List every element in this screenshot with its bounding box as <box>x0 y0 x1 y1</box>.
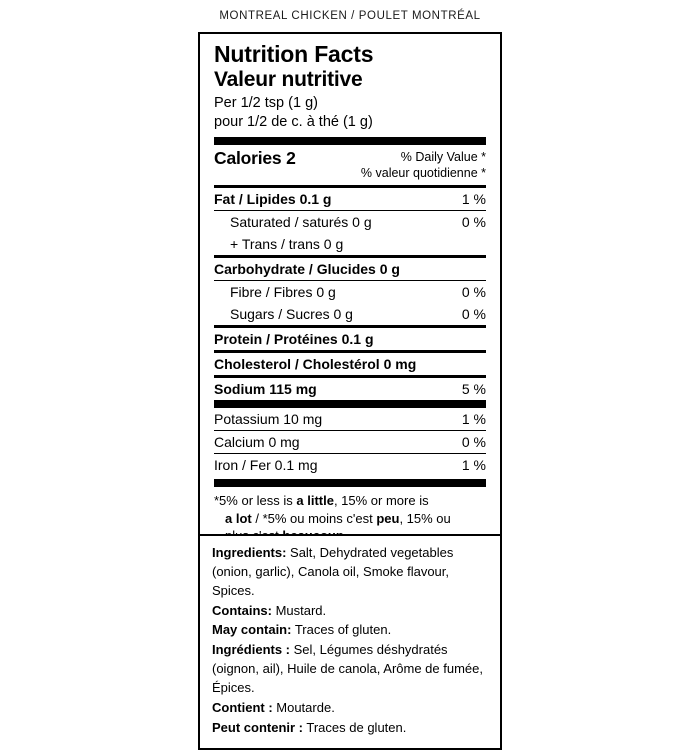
ingredients-en <box>212 544 488 601</box>
row-value: 0 % <box>461 284 486 301</box>
contains-text: Mustard. <box>271 602 327 618</box>
row-label: Sugars / Sucres 0 g <box>230 306 353 323</box>
contains-en <box>212 602 488 621</box>
may-contain-label: May contain: <box>212 622 292 638</box>
ingredients-fr <box>212 641 488 698</box>
footnote-line-2: a lot / *5% ou moins c'est peu, 15% ou <box>225 510 451 526</box>
footnote-line-1: *5% or less is a little, 15% or more is <box>214 493 429 509</box>
serving-size-en: Per 1/2 tsp (1 g) <box>214 94 318 111</box>
product-title: MONTREAL CHICKEN / POULET MONTRÉAL <box>219 10 481 22</box>
table-row-potassium <box>214 408 486 430</box>
ingredients-panel <box>198 534 502 750</box>
row-label: Cholesterol / Cholestérol 0 mg <box>214 356 417 373</box>
calories-label: Calories 2 <box>214 148 296 169</box>
row-label: Saturated / saturés 0 g <box>230 214 372 231</box>
table-row-fat <box>214 188 486 210</box>
nutrition-heading-en: Nutrition Facts <box>214 41 374 67</box>
row-value: 0 % <box>461 214 486 231</box>
ingredients-fr-text: Sel, Légumes déshydratés (oignon, ail), Huile de canola, Arôme de fumée, Épices. <box>212 642 483 695</box>
contains-label: Contains: <box>212 602 272 618</box>
table-row-carbohydrate <box>214 258 486 280</box>
table-row-iron <box>214 454 486 476</box>
table-row-calcium <box>214 431 486 453</box>
divider-thick-mid <box>214 400 486 408</box>
row-label: Fat / Lipides 0.1 g <box>214 191 332 208</box>
row-value: 1 % <box>461 191 486 208</box>
table-row-trans <box>214 233 486 255</box>
table-row-protein <box>214 328 486 350</box>
row-label: + Trans / trans 0 g <box>230 236 344 253</box>
divider-thick-top <box>214 137 486 145</box>
row-label: Potassium 10 mg <box>214 411 323 428</box>
peut-contenir-text: Traces de gluten. <box>303 719 407 735</box>
table-row-fibre <box>214 281 486 303</box>
ingredients-fr-label: Ingrédients : <box>212 642 291 658</box>
table-row-cholesterol <box>214 353 486 375</box>
contient-text: Moutarde. <box>272 699 335 715</box>
divider-thick-bottom <box>214 479 486 487</box>
daily-value-header-fr: % valeur quotidienne * <box>360 165 486 180</box>
table-row-saturated <box>214 211 486 233</box>
row-label: Fibre / Fibres 0 g <box>230 284 336 301</box>
row-label: Carbohydrate / Glucides 0 g <box>214 261 400 278</box>
serving-size-fr: pour 1/2 de c. à thé (1 g) <box>214 114 373 131</box>
peut-contenir-fr <box>212 719 488 738</box>
nutrition-facts-panel <box>198 32 502 557</box>
contient-label: Contient : <box>212 699 273 715</box>
contient-fr <box>212 699 488 718</box>
daily-value-header <box>361 148 486 181</box>
row-label: Protein / Protéines 0.1 g <box>214 331 374 348</box>
table-row-sodium <box>214 378 486 400</box>
nutrition-heading-fr: Valeur nutritive <box>214 67 363 91</box>
peut-contenir-label: Peut contenir : <box>212 719 304 735</box>
ingredients-en-label: Ingredients: <box>212 545 287 560</box>
row-value: 1 % <box>461 411 486 428</box>
row-label: Calcium 0 mg <box>214 434 300 451</box>
row-value: 5 % <box>461 381 486 398</box>
table-row-sugars <box>214 303 486 325</box>
may-contain-en <box>212 621 488 640</box>
daily-value-header-en: % Daily Value * <box>400 150 486 165</box>
ingredients-en-text: Salt, Dehydrated vegetables (onion, garlic), Canola oil, Smoke flavour, Spices. <box>212 545 454 598</box>
calories-row <box>214 145 486 185</box>
row-label: Iron / Fer 0.1 mg <box>214 457 318 474</box>
may-contain-text: Traces of gluten. <box>291 622 392 638</box>
row-value: 0 % <box>461 306 486 323</box>
row-value: 0 % <box>461 434 486 451</box>
row-value: 1 % <box>461 457 486 474</box>
row-label: Sodium 115 mg <box>214 381 317 398</box>
